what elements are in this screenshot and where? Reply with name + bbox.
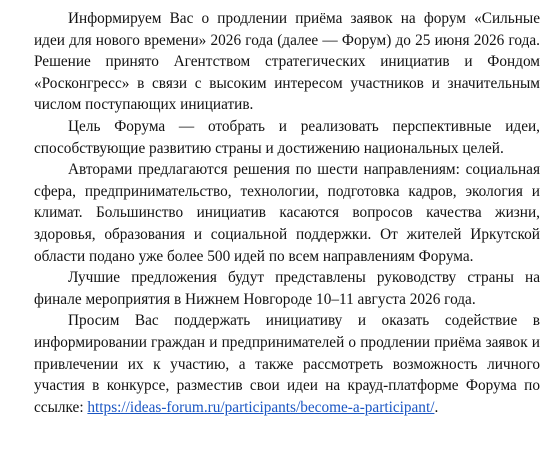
paragraph-text: Авторами предлагаются решения по шести направлениям: социальная сфера, предпринимательство, технологии, подготовка кадров, экология и климат. Большинство инициатив касаются вопросов качества жизни, здоровья, образования и социальной поддержки. От жителей Иркутской области подано уже более 500 идей по всем направлениям Форума.: [34, 161, 540, 265]
paragraph-deadline-extension: [34, 8, 540, 116]
document-body: [34, 8, 540, 418]
paragraph-text: Информируем Вас о продлении приёма заявок на форум «Сильные идеи для нового времени» 2026 года (далее — Форум) до 25 июня 2026 года. Решение принято Агентством стратегических инициатив и Фондом «Росконгресс» в связи с высоким интересом участников и значительным числом поступающих инициатив.: [34, 10, 540, 114]
paragraph-text: Просим Вас поддержать инициативу и оказать содействие в информировании граждан и предпринимателей о продлении приёма заявок и привлечении их к участию, а также рассмотреть возможность личного участия в конкурсе, разместив свои идеи на крауд-платформе Форума по ссылке:: [34, 312, 540, 416]
paragraph-forum-goal: [34, 116, 540, 159]
paragraph-text: Лучшие предложения будут представлены руководству страны на финале мероприятия в Нижнем Новгороде 10–11 августа 2026 года.: [34, 269, 540, 308]
paragraph-final-event: [34, 267, 540, 310]
paragraph-directions: [34, 159, 540, 267]
paragraph-text: Цель Форума — отобрать и реализовать перспективные идеи, способствующие развитию страны и достижению национальных целей.: [34, 117, 540, 157]
paragraph-request-support: [34, 310, 540, 418]
forum-participant-link[interactable]: https://ideas-forum.ru/participants/become-a-participant/: [87, 398, 435, 416]
paragraph-suffix: .: [434, 398, 439, 416]
